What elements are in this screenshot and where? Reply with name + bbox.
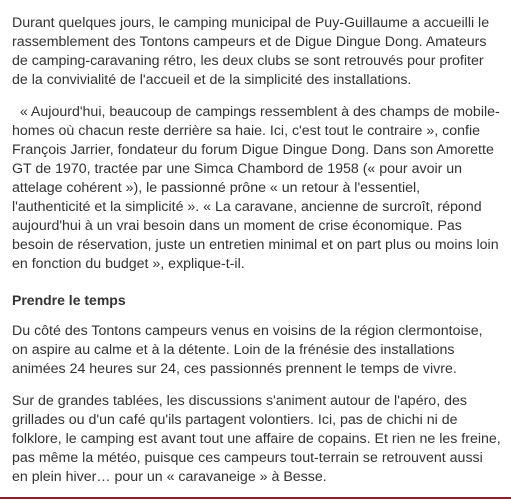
paragraph-tontons: Du côté des Tontons campeurs venus en voisins de la région clermontoise, on aspire au calme et à la détente. Loin de la frénésie des installations animées 24 heures sur 24, ces passionnés prennent le temps de vivre. bbox=[12, 323, 483, 377]
bottom-divider bbox=[0, 497, 511, 499]
paragraph-tablees: Sur de grandes tablées, les discussions s'animent autour de l'apéro, des grillades ou d'un café qu'ils partagent volontiers. Ici, pas de chichi ni de folklore, le camping est avant tout une affaire de copains. Et rien ne les freine, pas même la météo, puisque ces campeurs tout-terrain se retrouvent aussi en plein hiver… pour un « caravaneige » à Besse. bbox=[12, 393, 501, 485]
paragraph-intro: Durant quelques jours, le camping municipal de Puy-Guillaume a accueilli le rassemblement des Tontons campeurs et de Digue Dingue Dong. Amateurs de camping-caravaning rétro, les deux clubs se sont retrouvés pour profiter de la convivialité de l'accueil et de la simplicité des installations. bbox=[12, 15, 490, 88]
section-subheading: Prendre le temps bbox=[12, 292, 126, 308]
paragraph-quote: « Aujourd'hui, beaucoup de campings ressemblent à des champs de mobile-homes où chacun reste derrière sa haie. Ici, c'est tout le contraire », confie François Jarrier, fondateur du forum Digue Dingue Dong. Dans son Amorette GT de 1970, tractée par une Simca Chambord de 1958 (« pour avoir un attelage cohérent »), le passionné prône « un retour à l'essentiel, l'authenticité et la simplicité ». « La caravane, ancienne de surcroît, répond aujourd'hui à un vrai besoin dans un moment de crise économique. Pas besoin de réservation, juste un entretien minimal et on part plus ou moins loin en fonction du budget », explique-t-il. bbox=[12, 104, 500, 272]
article-body bbox=[12, 14, 502, 487]
